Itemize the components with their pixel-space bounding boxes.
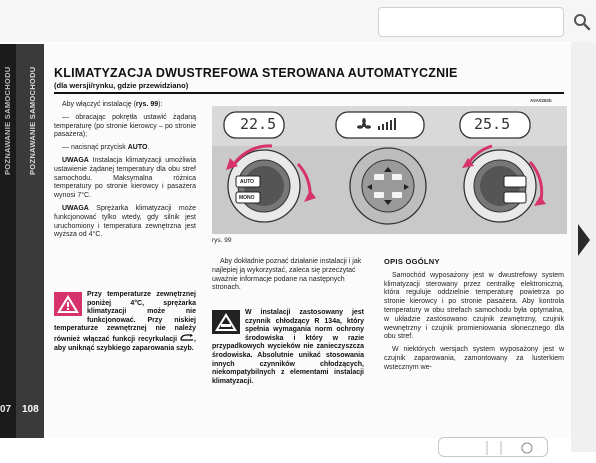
description-paragraph-2: W niektórych wersjach system wyposażony jest w czujnik zaparowania, zamontowany za lusterkiem wstecznym we- [384,346,564,371]
column-2 [212,258,364,293]
page-title: KLIMATYZACJA DWUSTREFOWA STEROWANA AUTOMATYCZNIE [54,66,458,80]
section-label: POZNAWANIE SAMOCHODU [28,66,37,175]
page-subtitle: (dla wersji/rynku, gdzie przewidziano) [54,81,189,90]
instruction-step-2: — nacisnąć przycisk AUTO. [62,144,150,152]
search-input[interactable] [385,9,539,37]
search-box[interactable] [378,7,564,37]
environment-warning-icon [212,310,240,334]
note-1: UWAGA Instalacja klimatyzacji umożliwia ustawienie żądanej temperatury dla obu stref samochodu. Maksymalna różnica temperatury po stronie kierowcy i pasażera wynosi 7°C. [54,156,196,200]
climate-panel-figure [212,106,567,234]
chevron-right-icon[interactable] [576,222,592,258]
intro-paragraph: Aby dokładnie poznać działanie instalacji i jak najlepiej ją wykorzystać, zaleca się przeczytać uważnie informacje podane na następnych stronach. [212,258,362,292]
column-3 [384,258,564,377]
display-left-temp: 22.5 [240,115,277,133]
figure-code: A0A0282b [530,98,552,103]
note-2: UWAGA Sprężarka klimatyzacji może funkcjonować tylko wtedy, gdy silnik jest uruchomiony i temperatura zewnętrzna jest wyższa od 4°C. [54,204,196,239]
section-label-dark: POZNAWANIE SAMOCHODU [3,66,12,175]
page-number: 108 [22,404,39,415]
mono-button[interactable]: MONO [239,195,255,201]
page-number-left: 07 [0,404,12,415]
column-1 [54,101,196,244]
title-rule [54,92,564,94]
instruction-step-1: — obracając pokrętła ustawić żądaną temperaturę (po stronie kierowcy – po stronie pasażera); [54,113,196,139]
description-paragraph-1: Samochód wyposażony jest w dwustrefowy system klimatyzacji sterowany przez centralkę elektroniczną, która reguluje oddzielnie temperaturę powietrza po stronie kierowcy i po stronie pasażera. Aby kontrola temperatury w obu strefach samochodu była optymalna, w układzie zastosowano czujnik zewnętrzny, czujnik wewnętrzny i czujnik promieniowania słonecznego dla obu stref. [384,271,564,341]
instruction-intro: Aby włączyć instalację (rys. 99): [62,101,163,108]
warning-triangle-icon [54,292,82,316]
figure-label: rys. 99 [212,237,232,244]
section-heading: OPIS OGÓLNY [384,257,440,266]
warning-compressor: Przy temperaturze zewnętrznej poniżej 4°C, sprężarka klimatyzacji może nie funkcjonować. Przy niskiej temperaturze zewnętrznej nie należy również włączać funkcji recyrkulacji , aby uniknąć szybkiego zaparowania szyb. [54,291,196,352]
warning-refrigerant: W instalacji zastosowany jest czynnik chłodzący R 134a, który spełnia wymagania norm ochrony środowiska i który w razie przypadkowych wycieków nie zanieczyszcza środowiska. Absolutnie unikać stosowania innych czynników chłodzących, niekompatybilnych z elementami instalacji klimatyzacji. [212,309,364,385]
recirculation-icon [180,334,194,341]
search-icon[interactable] [572,12,592,32]
page-controls[interactable] [438,437,548,457]
display-right-temp: 25.5 [474,115,511,133]
auto-button[interactable]: AUTO [240,179,255,185]
